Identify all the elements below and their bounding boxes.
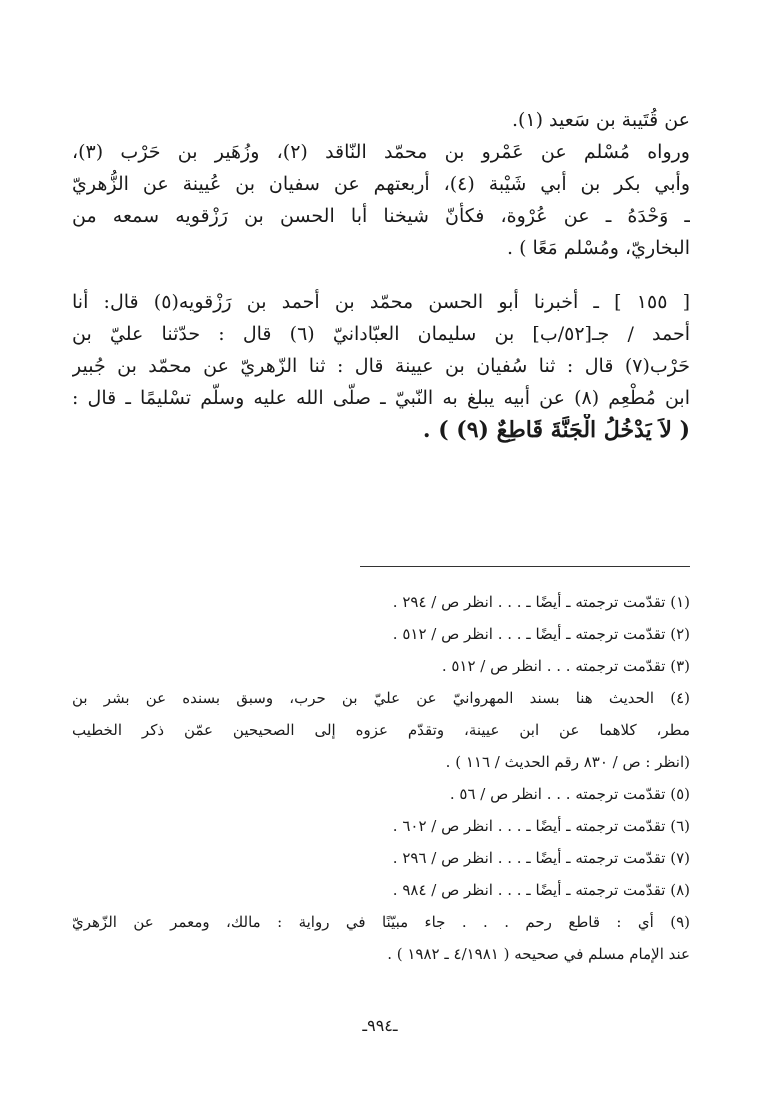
footnote: عند الإمام مسلم في صحيحه ( ٤/١٩٨١ ـ ١٩٨٢ ) . xyxy=(387,945,690,963)
footnote: (٨) تقدّمت ترجمته ـ أيضًا ـ . . . انظر ص / ٩٨٤ . xyxy=(392,881,690,899)
footnote: (انظر : ص / ٨٣٠ رقم الحديث / ١١٦ ) . xyxy=(445,753,690,771)
footnote: (٦) تقدّمت ترجمته ـ أيضًا ـ . . . انظر ص / ٦٠٢ . xyxy=(392,817,690,835)
hadith-text: ( لاَ يَدْخُلُ الْجَنَّةَ قَاطِعٌ (٩) ) . xyxy=(422,417,690,443)
text-line: ـ وَحْدَهُ ـ عن عُرْوة، فكأنّ شيخنا أبا الحسن بن رَزْقويه سمعه من xyxy=(72,205,690,227)
footnote: (٢) تقدّمت ترجمته ـ أيضًا ـ . . . انظر ص / ٥١٢ . xyxy=(392,625,690,643)
text-line: ابن مُطْعِم (٨) عن أبيه يبلغ به النّبيّ ـ صلّى الله عليه وسلّم تسْليمًا ـ قال : xyxy=(72,387,690,409)
footnote: مطر، كلاهما عن ابن عيينة، وتقدّم عزوه إلى الصحيحين عمّن ذكر الخطيب xyxy=(72,721,690,739)
footnote: (١) تقدّمت ترجمته ـ أيضًا ـ . . . انظر ص / ٢٩٤ . xyxy=(392,593,690,611)
text-line: وأبي بكر بن أبي شَيْبة (٤)، أربعتهم عن سفيان بن عُيينة عن الزُّهريّ xyxy=(72,173,690,195)
footnote: (٤) الحديث هنا بسند المهروانيّ عن عليّ بن حرب، وسبق بسنده عن بشر بن xyxy=(72,689,690,707)
text-line: حَرْب(٧) قال : ثنا سُفيان بن عيينة قال : ثنا الزّهريّ عن محمّد بن جُبير xyxy=(72,355,690,377)
footnote: (٥) تقدّمت ترجمته . . . انظر ص / ٥٦ . xyxy=(449,785,690,803)
text-line: البخاريّ، ومُسْلم مَعًا ) . xyxy=(506,237,690,259)
text-line: أحمد / جـ[٥٢/ب] بن سليمان العبّادانيّ (٦) قال : حدّثنا عليّ بن xyxy=(72,323,690,345)
footnote: (٩) أي : قاطع رحم . . . جاء مبيّنًا في رواية : مالك، ومعمر عن الزّهريّ xyxy=(72,913,690,931)
footnote: (٣) تقدّمت ترجمته . . . انظر ص / ٥١٢ . xyxy=(441,657,690,675)
page-number: ـ٩٩٤ـ xyxy=(362,1016,398,1035)
hadith-number-line: [ ١٥٥ ] ـ أخبرنا أبو الحسن محمّد بن أحمد بن رَزْقويه(٥) قال: أنا xyxy=(72,291,690,313)
main-text xyxy=(72,100,690,446)
text-line: عن قُتَيبة بن سَعيد (١). xyxy=(511,109,690,131)
text-line: ورواه مُسْلم عن عَمْرو بن محمّد النّاقد (٢)، وزُهَير بن حَرْب (٣)، xyxy=(72,141,690,163)
footnote-divider xyxy=(360,566,690,567)
footnote: (٧) تقدّمت ترجمته ـ أيضًا ـ . . . انظر ص / ٢٩٦ . xyxy=(392,849,690,867)
footnotes xyxy=(72,586,690,970)
